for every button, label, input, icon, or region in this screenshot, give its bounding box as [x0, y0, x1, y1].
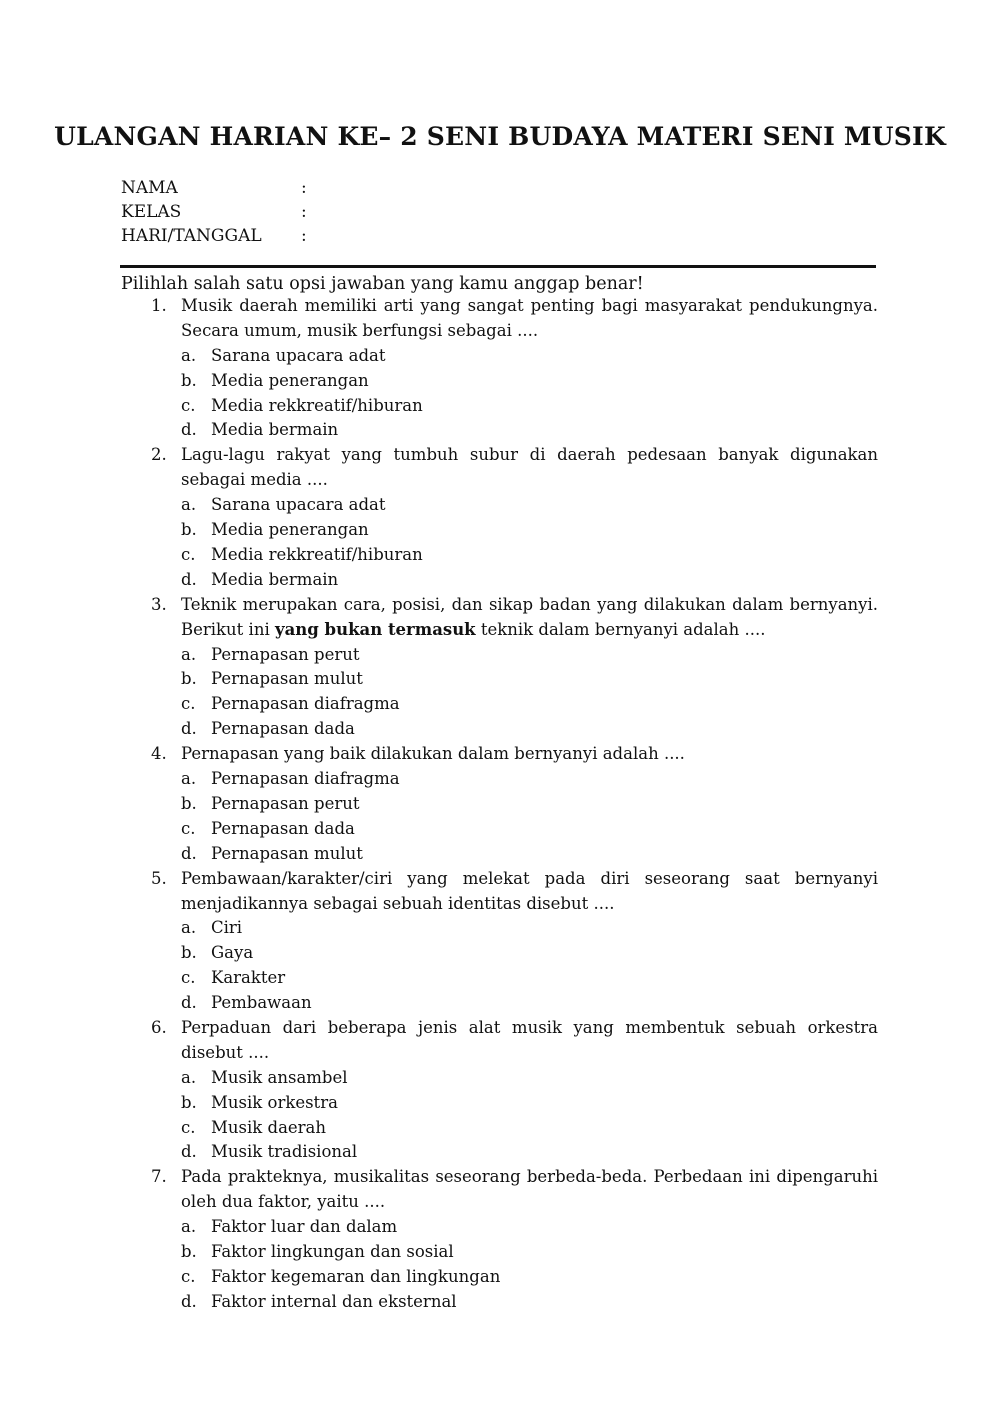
- option-b: [121, 1240, 878, 1265]
- question-number: 2.: [151, 445, 167, 465]
- option-text: Faktor lingkungan dan sosial: [211, 1242, 454, 1262]
- option-letter: a.: [181, 769, 197, 789]
- option-letter: b.: [181, 1092, 197, 1112]
- option-text: Pernapasan dada: [211, 719, 355, 739]
- option-text: Pernapasan diafragma: [211, 694, 400, 714]
- option-text: Faktor luar dan dalam: [211, 1217, 398, 1237]
- option-c: [121, 1265, 878, 1290]
- option-a: [121, 916, 878, 941]
- question-4: [121, 742, 878, 866]
- option-text: Media rekkreatif/hiburan: [211, 544, 423, 564]
- option-d: [121, 842, 878, 867]
- option-d: [121, 1290, 878, 1315]
- field-label: KELAS: [121, 202, 182, 222]
- option-letter: b.: [181, 520, 197, 540]
- field-separator: :: [301, 226, 307, 246]
- header-divider: [120, 265, 876, 268]
- field-nama: [121, 176, 307, 200]
- option-a: [121, 493, 878, 518]
- option-letter: b.: [181, 669, 197, 689]
- option-letter: b.: [181, 943, 197, 963]
- option-b: [121, 941, 878, 966]
- option-letter: a.: [181, 644, 197, 664]
- option-letter: c.: [181, 968, 196, 988]
- question-text: Pembawaan/karakter/ciri yang melekat pada diri seseorang saat bernyanyi menjadikannya sebagai sebuah identitas disebut ....: [181, 868, 878, 913]
- option-text: Gaya: [211, 943, 254, 963]
- option-letter: b.: [181, 1242, 197, 1262]
- field-hari-tanggal: [121, 224, 307, 248]
- question-3: [121, 593, 878, 742]
- option-letter: c.: [181, 395, 196, 415]
- option-letter: d.: [181, 1291, 197, 1311]
- option-text: Faktor kegemaran dan lingkungan: [211, 1266, 501, 1286]
- option-a: [121, 1215, 878, 1240]
- option-b: [121, 792, 878, 817]
- option-letter: d.: [181, 993, 197, 1013]
- option-letter: c.: [181, 1117, 196, 1137]
- option-text: Ciri: [211, 918, 243, 938]
- option-a: [121, 1066, 878, 1091]
- question-text-part: teknik dalam bernyanyi adalah ....: [475, 619, 766, 639]
- option-text: Sarana upacara adat: [211, 495, 386, 515]
- option-d: [121, 1140, 878, 1165]
- option-text: Pernapasan mulut: [211, 669, 363, 689]
- question-1: [121, 294, 878, 443]
- option-c: [121, 692, 878, 717]
- option-text: Faktor internal dan eksternal: [211, 1291, 457, 1311]
- option-d: [121, 991, 878, 1016]
- question-number: 6.: [151, 1017, 167, 1037]
- question-7: [121, 1165, 878, 1314]
- option-b: [121, 1091, 878, 1116]
- option-text: Media bermain: [211, 569, 339, 589]
- option-text: Media bermain: [211, 420, 339, 440]
- option-letter: b.: [181, 370, 197, 390]
- question-text: [181, 593, 878, 643]
- option-letter: a.: [181, 495, 197, 515]
- option-text: Pernapasan mulut: [211, 843, 363, 863]
- question-number: 4.: [151, 744, 167, 764]
- option-b: [121, 369, 878, 394]
- question-text: Perpaduan dari beberapa jenis alat musik yang membentuk sebuah orkestra disebut ....: [181, 1017, 878, 1062]
- option-text: Sarana upacara adat: [211, 345, 386, 365]
- field-label: NAMA: [121, 178, 178, 198]
- option-letter: c.: [181, 818, 196, 838]
- option-text: Pembawaan: [211, 993, 312, 1013]
- instruction: Pilihlah salah satu opsi jawaban yang kamu anggap benar!: [121, 274, 644, 294]
- question-2: [121, 443, 878, 592]
- option-letter: d.: [181, 420, 197, 440]
- option-b: [121, 518, 878, 543]
- option-text: Pernapasan dada: [211, 818, 355, 838]
- option-a: [121, 344, 878, 369]
- question-6: [121, 1016, 878, 1165]
- field-separator: :: [301, 202, 307, 222]
- option-text: Media penerangan: [211, 370, 369, 390]
- option-text: Musik daerah: [211, 1117, 327, 1137]
- question-text: Musik daerah memiliki arti yang sangat penting bagi masyarakat pendukungnya. Secara umum, musik berfungsi sebagai ....: [181, 296, 878, 340]
- option-text: Musik tradisional: [211, 1142, 358, 1162]
- option-b: [121, 667, 878, 692]
- question-text: Pada prakteknya, musikalitas seseorang berbeda-beda. Perbedaan ini dipengaruhi oleh dua faktor, yaitu ....: [181, 1167, 878, 1212]
- field-kelas: [121, 200, 307, 224]
- question-text-emphasis: yang bukan termasuk: [274, 619, 476, 639]
- option-letter: a.: [181, 345, 197, 365]
- option-text: Pernapasan perut: [211, 793, 360, 813]
- question-text-part: Teknik merupakan cara, posisi, dan sikap badan yang dilakukan dalam bernyanyi. Berikut ini: [181, 594, 878, 639]
- option-c: [121, 966, 878, 991]
- option-text: Musik orkestra: [211, 1092, 338, 1112]
- question-number: 1.: [151, 296, 167, 315]
- option-text: Pernapasan perut: [211, 644, 360, 664]
- option-d: [121, 418, 878, 443]
- option-letter: c.: [181, 544, 196, 564]
- option-text: Media penerangan: [211, 520, 369, 540]
- option-letter: d.: [181, 1142, 197, 1162]
- option-c: [121, 394, 878, 419]
- option-text: Musik ansambel: [211, 1067, 348, 1087]
- option-letter: a.: [181, 1067, 197, 1087]
- option-c: [121, 543, 878, 568]
- option-letter: a.: [181, 918, 197, 938]
- question-list: [121, 294, 878, 1315]
- option-letter: a.: [181, 1217, 197, 1237]
- option-letter: c.: [181, 694, 196, 714]
- question-5: [121, 867, 878, 1016]
- option-a: [121, 767, 878, 792]
- option-c: [121, 1116, 878, 1141]
- option-d: [121, 568, 878, 593]
- question-number: 5.: [151, 868, 167, 888]
- option-d: [121, 717, 878, 742]
- field-separator: :: [301, 178, 307, 198]
- option-a: [121, 643, 878, 668]
- option-letter: d.: [181, 569, 197, 589]
- field-label: HARI/TANGGAL: [121, 226, 262, 246]
- option-text: Pernapasan diafragma: [211, 769, 400, 789]
- question-number: 3.: [151, 594, 167, 614]
- question-text: Pernapasan yang baik dilakukan dalam bernyanyi adalah ....: [181, 744, 685, 764]
- option-text: Media rekkreatif/hiburan: [211, 395, 423, 415]
- option-c: [121, 817, 878, 842]
- option-letter: d.: [181, 719, 197, 739]
- option-letter: d.: [181, 843, 197, 863]
- option-text: Karakter: [211, 968, 286, 988]
- page-title: ULANGAN HARIAN KE– 2 SENI BUDAYA MATERI SENI MUSIK: [54, 122, 946, 151]
- question-text: Lagu-lagu rakyat yang tumbuh subur di daerah pedesaan banyak digunakan sebagai media ....: [181, 445, 878, 490]
- question-number: 7.: [151, 1167, 167, 1187]
- option-letter: c.: [181, 1266, 196, 1286]
- option-letter: b.: [181, 793, 197, 813]
